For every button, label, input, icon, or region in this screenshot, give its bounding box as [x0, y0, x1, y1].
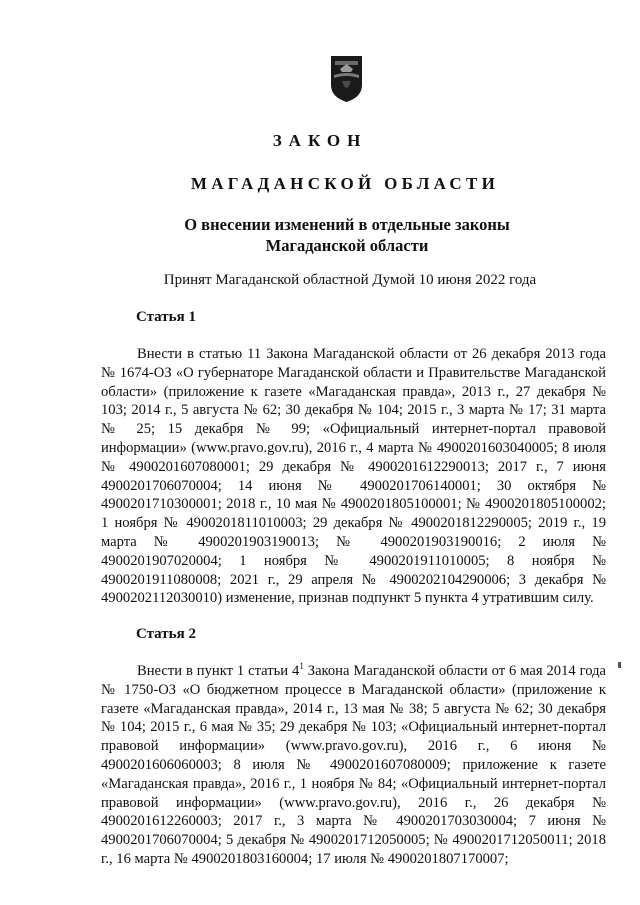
coat-of-arms-icon — [330, 55, 363, 103]
coat-of-arms-emblem — [330, 55, 363, 103]
region-title: МАГАДАНСКОЙ ОБЛАСТИ — [190, 174, 500, 193]
article-2-body — [0, 650, 640, 897]
article-1-text: Внести в статью 11 Закона Магаданской области от 26 декабря 2013 года № 1674-ОЗ «О губернаторе Магаданской области и Правительстве Магаданской области» (приложение к газете «Магаданская правда», 2013 г., 27 декабря № 103; 2014 г., 5 августа № 62; 30 декабря № 104; 2015 г., 3 марта № 17; 31 марта № 25; 15 декабря № 99; «Официальный интернет-портал правовой информации» (www.pravo.gov.ru), 2016 г., 4 марта № 4900201603040005; 8 июля № 4900201607080001; 29 декабря № 4900201612290013; 2017 г., 7 июня 4900201706070004; 14 июня № 4900201706140001; 30 октября № 4900201710300001; 2018 г., 10 мая № 4900201805100001; № 4900201805100002; 1 ноября № 4900201811010003; 29 декабря № 4900201812290005; 2019 г., 19 марта № 4900201903190013; № 4900201903190016; 2 июля № 4900201907020004; 1 ноября № 4900201911010005; 8 ноября № 4900201911080008; 2021 г., 29 апреля № 4900202104290006; 3 декабря № 4900202112030010) изменение, признав подпункт 5 пункта 4 утратившим силу. — [101, 346, 606, 607]
law-subject: О внесении изменений в отдельные законы Магаданской области — [184, 215, 510, 255]
law-title: ЗАКОН — [272, 131, 368, 150]
scan-mark — [618, 662, 621, 668]
article-2-superscript: 1 — [299, 661, 304, 672]
article-1-heading: Статья 1 — [136, 309, 196, 325]
article-2-text-rest: Закона Магаданской области от 6 мая 2014 года № 1750-ОЗ «О бюджетном процессе в Магаданской области» (приложение к газете «Магаданская правда», 2014 г., 13 мая № 38; 5 августа № 62; 30 декабря № 104; 2015 г., 6 мая № 35; 29 декабря № 103; «Официальный интернет-портал правовой информации» (www.pravo.gov.ru), 2016 г., 6 июня № 4900201606060003; 8 июля № 4900201607080009; приложение к газете «Магаданская правда», 2016 г., 1 ноября № 84; «Официальный интернет-портал правовой информации» (www.pravo.gov.ru), 2016 г., 26 декабря № 4900201612260003; 2017 г., 3 марта № 4900201703030004; 7 июня № 4900201706070004; 5 декабря № 4900201712050005; № 4900201712050011; 2018 г., 16 марта № 4900201803160004; 17 июля № 4900201807170007; — [101, 663, 606, 867]
article-2-text-start: Внести в пункт 1 статьи 4 — [137, 663, 300, 679]
adoption-line: Принят Магаданской областной Думой 10 июня 2022 года — [163, 272, 537, 288]
article-2-text — [101, 662, 606, 869]
article-2-heading: Статья 2 — [136, 626, 196, 642]
